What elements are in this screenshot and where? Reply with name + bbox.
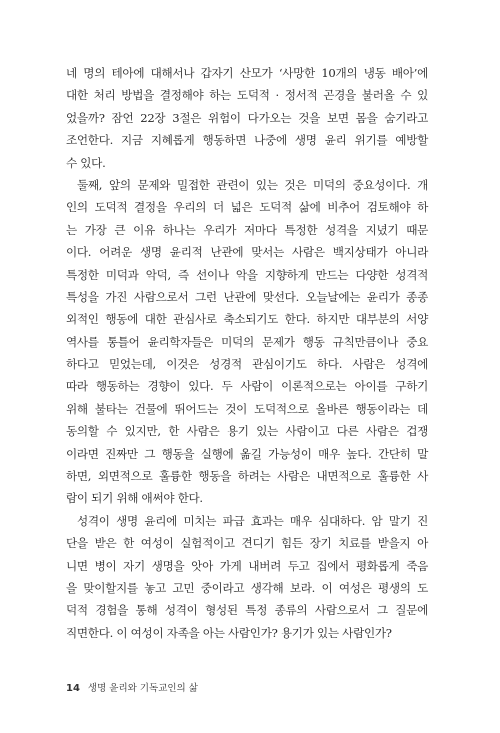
page-number: 14: [66, 683, 80, 694]
text-line: 네 명의 테아에 대해서나 갑자기 산모가 ‘사망한 10개의 냉동 배아’에: [66, 66, 428, 80]
text-line: 하다고 믿었는데, 이것은 성경적 관심이기도 하다. 사람은 성격에: [66, 357, 428, 372]
page-footer: [66, 680, 198, 694]
text-line: 둘째, 앞의 문제와 밀접한 관련이 있는 것은 미덕의 중요성이다. 개: [77, 177, 428, 192]
text-line: 하면, 외면적으로 훌륭한 행동을 하려는 사람은 내면적으로 훌륭한 사: [66, 469, 428, 484]
text-line: 조언한다. 지금 지혜롭게 행동하면 나중에 생명 윤리 위기를 예방할: [66, 133, 428, 148]
text-line: 람이 되기 위해 애써야 한다.: [66, 491, 203, 506]
text-line: 성격이 생명 윤리에 미치는 파급 효과는 매우 심대하다. 암 말기 진: [77, 513, 428, 528]
text-line: 을 맞이할지를 놓고 고민 중이라고 생각해 보라. 이 여성은 평생의 도: [66, 580, 428, 595]
text-line: 덕적 경험을 통해 성격이 형성된 특정 종류의 사람으로서 그 질문에: [66, 603, 428, 618]
text-line: 수 있다.: [66, 155, 106, 170]
text-line: 니면 병이 자기 생명을 앗아 가게 내버려 두고 집에서 평화롭게 죽음: [66, 558, 428, 573]
running-title: 생명 윤리와 기독교인의 삶: [87, 683, 198, 694]
text-line: 특정한 미덕과 악덕, 즉 선이나 악을 지향하게 만드는 다양한 성격적: [66, 267, 428, 282]
text-line: 위해 불타는 건물에 뛰어드는 것이 도덕적으로 올바른 행동이라는 데: [66, 401, 428, 416]
body-text: [66, 62, 428, 644]
text-line: 따라 행동하는 경향이 있다. 두 사람이 이론적으로는 아이를 구하기: [66, 379, 428, 394]
text-line: 이라면 진짜만 그 행동을 실행에 옮길 가능성이 매우 높다. 간단히 말: [66, 446, 428, 461]
text-line: 특성을 가진 사람으로서 그런 난관에 맞선다. 오늘날에는 윤리가 종종: [66, 289, 428, 304]
text-line: 는 가장 큰 이유 하나는 우리가 저마다 특정한 성격을 지녔기 때문: [66, 222, 428, 237]
text-line: 동의할 수 있지만, 한 사람은 용기 있는 사람이고 다른 사람은 겁쟁: [66, 424, 428, 439]
text-line: 직면한다. 이 여성이 자족을 아는 사람인가? 용기가 있는 사람인가?: [66, 625, 392, 640]
text-line: 단을 받은 한 여성이 실험적이고 견디기 힘든 장기 치료를 받을지 아: [66, 536, 428, 551]
text-line: 이다. 어려운 생명 윤리적 난관에 맞서는 사람은 백지상태가 아니라: [66, 245, 428, 260]
text-line: 었을까? 잠언 22장 3절은 위험이 다가오는 것을 보면 몸을 숨기라고: [66, 110, 428, 125]
text-line: 외적인 행동에 대한 관심사로 축소되기도 한다. 하지만 대부분의 서양: [66, 312, 428, 327]
text-line: 인의 도덕적 결정을 우리의 더 넓은 도덕적 삶에 비추어 검토해야 하: [66, 200, 428, 215]
text-line: 대한 처리 방법을 결정해야 하는 도덕적 · 정서적 곤경을 불러올 수 있: [66, 88, 428, 103]
text-line: 역사를 통틀어 윤리학자들은 미덕의 문제가 행동 규칙만큼이나 중요: [66, 334, 428, 349]
